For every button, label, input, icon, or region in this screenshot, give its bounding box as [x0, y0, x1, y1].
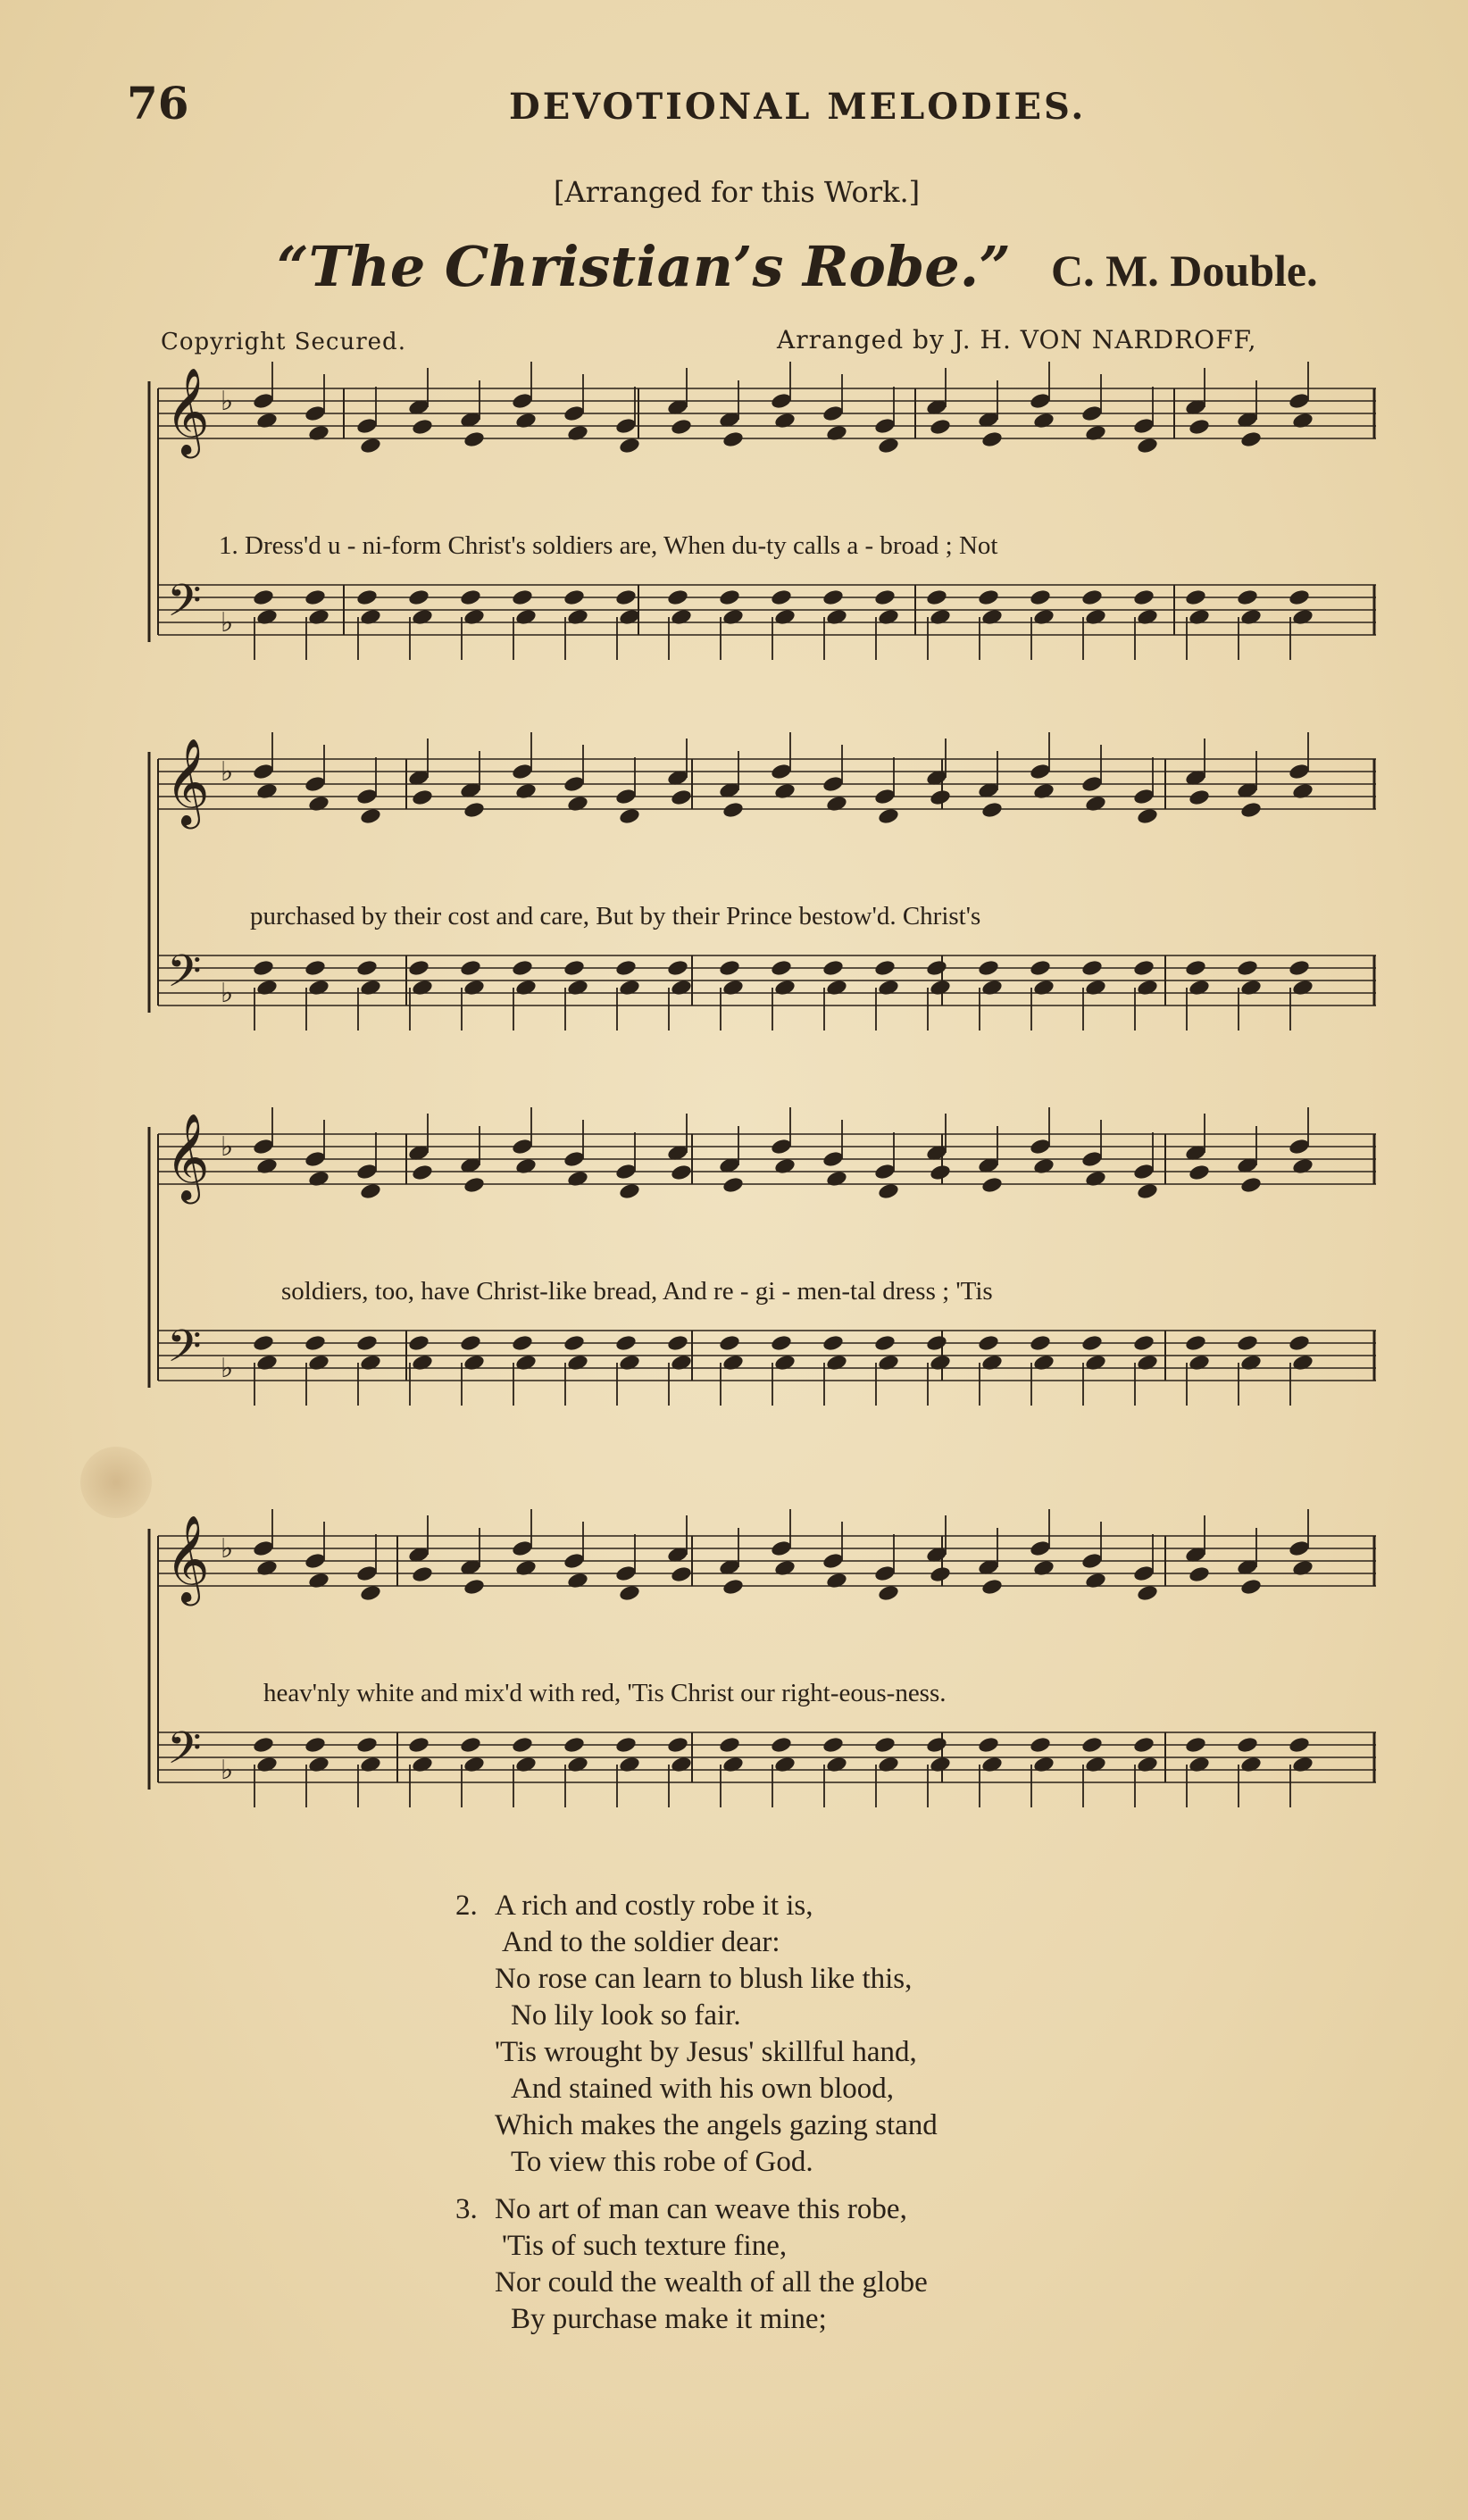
music-system-3	[138, 1107, 1380, 1456]
note-head	[1288, 1334, 1310, 1353]
note-head	[1239, 801, 1262, 820]
note-head	[304, 1736, 326, 1755]
note-head	[980, 430, 1003, 449]
flat-icon: ♭	[221, 386, 234, 417]
note-head	[355, 588, 378, 607]
hymn-meter: C. M. Double.	[1051, 246, 1318, 296]
verse-2	[455, 1888, 938, 2181]
flat-icon: ♭	[221, 978, 234, 1009]
bass-clef-icon: 𝄢	[167, 1723, 202, 1785]
hymn-title: “The Christian’s Robe.”	[277, 234, 1011, 299]
note-head	[355, 1334, 378, 1353]
running-head: DEVOTIONAL MELODIES.	[509, 86, 1087, 128]
note-head	[929, 789, 951, 807]
note-head	[252, 763, 274, 781]
note-head	[977, 1334, 999, 1353]
note-head	[1288, 1736, 1310, 1755]
note-head	[614, 1565, 637, 1583]
note-head	[1236, 1736, 1258, 1755]
note-head	[252, 959, 274, 978]
verse-number: 3.	[455, 2193, 478, 2225]
note-head	[252, 1138, 274, 1156]
note-head	[511, 1736, 533, 1755]
verse-line: Nor could the wealth of all the globe	[495, 2266, 928, 2299]
note-head	[1236, 959, 1258, 978]
note-head	[407, 1334, 430, 1353]
note-head	[252, 392, 274, 411]
note-head	[511, 959, 533, 978]
bass-clef-icon: 𝄢	[167, 946, 202, 1008]
note-head	[770, 1334, 792, 1353]
note-head	[822, 775, 844, 794]
note-head	[463, 430, 485, 449]
note-head	[1288, 392, 1310, 411]
flat-icon: ♭	[221, 756, 234, 788]
treble-clef-icon: 𝄞	[165, 1113, 210, 1200]
hymn-title-line	[277, 234, 1318, 299]
note-head	[563, 1150, 585, 1169]
note-head	[666, 1736, 688, 1755]
note-head	[1288, 1540, 1310, 1558]
note-head	[670, 1164, 692, 1182]
note-head	[1080, 1736, 1103, 1755]
note-head	[873, 1334, 896, 1353]
note-head	[407, 959, 430, 978]
note-head	[1080, 1334, 1103, 1353]
note-head	[563, 959, 585, 978]
verse-line: No rose can learn to blush like this,	[495, 1963, 913, 1995]
note-head	[1029, 1138, 1051, 1156]
flat-icon: ♭	[221, 607, 234, 638]
note-head	[929, 1565, 951, 1584]
note-head	[1288, 1138, 1310, 1156]
note-head	[563, 1334, 585, 1353]
note-head	[563, 1736, 585, 1755]
note-head	[1188, 418, 1210, 437]
verse-line: By purchase make it mine;	[511, 2303, 827, 2335]
verse-line: To view this robe of God.	[511, 2146, 813, 2178]
note-head	[670, 1565, 692, 1584]
arranged-note: [Arranged for this Work.]	[554, 175, 921, 209]
note-head	[666, 959, 688, 978]
note-head	[1029, 959, 1051, 978]
note-head	[1132, 417, 1155, 436]
note-head	[1080, 775, 1103, 794]
page-number: 76	[127, 77, 189, 129]
lyric-line-2: purchased by their cost and care, But by their Prince bestow'd. Christ's	[250, 902, 981, 930]
note-head	[666, 1334, 688, 1353]
note-head	[563, 405, 585, 423]
note-head	[411, 418, 433, 437]
note-head	[977, 1736, 999, 1755]
note-head	[1132, 959, 1155, 978]
note-head	[822, 1736, 844, 1755]
note-head	[1188, 1565, 1210, 1584]
note-head	[411, 1565, 433, 1584]
note-head	[1029, 763, 1051, 781]
note-head	[252, 1334, 274, 1353]
note-head	[411, 789, 433, 807]
note-head	[252, 1540, 274, 1558]
paper-stain	[80, 1447, 152, 1518]
lyric-line-3: soldiers, too, have Christ-like bread, And re - gi - men-tal dress ; 'Tis	[281, 1277, 993, 1306]
note-head	[822, 588, 844, 607]
note-head	[463, 1578, 485, 1597]
note-head	[770, 1736, 792, 1755]
note-head	[407, 1736, 430, 1755]
note-head	[929, 418, 951, 437]
note-head	[770, 392, 792, 411]
note-head	[463, 1176, 485, 1195]
note-head	[1239, 1578, 1262, 1597]
note-head	[977, 959, 999, 978]
verse-line: 'Tis of such texture fine,	[502, 2230, 788, 2262]
note-head	[925, 1736, 947, 1755]
note-head	[1029, 1736, 1051, 1755]
music-system-1	[138, 362, 1380, 710]
note-head	[1236, 588, 1258, 607]
flat-icon: ♭	[221, 1755, 234, 1786]
note-head	[721, 1176, 744, 1195]
note-head	[822, 405, 844, 423]
note-head	[563, 775, 585, 794]
note-head	[304, 588, 326, 607]
note-head	[1188, 1164, 1210, 1182]
note-head	[1184, 588, 1206, 607]
flat-icon: ♭	[221, 1353, 234, 1384]
note-head	[925, 588, 947, 607]
verse-line: No lily look so fair.	[511, 1999, 741, 2032]
note-head	[411, 1164, 433, 1182]
note-head	[304, 405, 326, 423]
note-head	[718, 1334, 740, 1353]
note-head	[770, 1540, 792, 1558]
note-head	[459, 1334, 481, 1353]
note-head	[1288, 763, 1310, 781]
treble-clef-icon: 𝄞	[165, 367, 210, 455]
music-system-2	[138, 732, 1380, 1081]
note-head	[355, 1163, 378, 1181]
note-head	[407, 588, 430, 607]
note-head	[980, 1578, 1003, 1597]
note-head	[1132, 1334, 1155, 1353]
note-head	[614, 1163, 637, 1181]
note-head	[459, 588, 481, 607]
note-head	[1029, 392, 1051, 411]
note-head	[304, 775, 326, 794]
arranger-credit: Arranged by J. H. VON NARDROFF,	[777, 325, 1257, 355]
note-head	[1029, 1540, 1051, 1558]
note-head	[511, 588, 533, 607]
note-head	[1236, 1334, 1258, 1353]
note-head	[770, 588, 792, 607]
verse-line	[455, 2191, 938, 2228]
verses-block	[455, 1888, 938, 2338]
treble-clef-icon: 𝄞	[165, 1515, 210, 1602]
note-head	[822, 1150, 844, 1169]
note-head	[563, 588, 585, 607]
note-head	[770, 763, 792, 781]
note-head	[304, 959, 326, 978]
note-head	[1132, 1565, 1155, 1583]
note-head	[614, 588, 637, 607]
note-head	[563, 1552, 585, 1571]
note-head	[670, 418, 692, 437]
verse-text: No art of man can weave this robe,	[495, 2193, 907, 2225]
note-head	[304, 1334, 326, 1353]
note-head	[1029, 1334, 1051, 1353]
note-head	[873, 1736, 896, 1755]
note-head	[614, 417, 637, 436]
verse-line: Which makes the angels gazing stand	[495, 2109, 938, 2141]
note-head	[873, 959, 896, 978]
verse-line: And to the soldier dear:	[502, 1926, 780, 1958]
note-head	[718, 588, 740, 607]
note-head	[511, 763, 533, 781]
note-head	[1080, 405, 1103, 423]
note-head	[511, 1334, 533, 1353]
note-head	[614, 788, 637, 806]
music-system-4	[138, 1509, 1380, 1857]
note-head	[1080, 1150, 1103, 1169]
note-head	[511, 392, 533, 411]
note-head	[511, 1540, 533, 1558]
bass-clef-icon: 𝄢	[167, 1321, 202, 1383]
note-head	[721, 1578, 744, 1597]
note-head	[1080, 588, 1103, 607]
note-head	[1080, 1552, 1103, 1571]
treble-clef-icon: 𝄞	[165, 738, 210, 825]
note-head	[718, 959, 740, 978]
note-head	[614, 1334, 637, 1353]
flat-icon: ♭	[221, 1131, 234, 1163]
note-head	[1132, 1163, 1155, 1181]
note-head	[252, 588, 274, 607]
note-head	[822, 1334, 844, 1353]
note-head	[459, 959, 481, 978]
note-head	[1288, 588, 1310, 607]
note-head	[355, 959, 378, 978]
note-head	[1184, 1736, 1206, 1755]
note-head	[873, 1163, 896, 1181]
note-head	[355, 1565, 378, 1583]
note-head	[929, 1164, 951, 1182]
note-head	[1132, 588, 1155, 607]
note-head	[614, 959, 637, 978]
note-head	[1184, 959, 1206, 978]
note-head	[1239, 1176, 1262, 1195]
verse-number: 2.	[455, 1890, 478, 1922]
note-head	[718, 1736, 740, 1755]
note-head	[925, 959, 947, 978]
note-head	[980, 1176, 1003, 1195]
note-head	[1239, 430, 1262, 449]
note-head	[1132, 788, 1155, 806]
bass-clef-icon: 𝄢	[167, 575, 202, 638]
flat-icon: ♭	[221, 1533, 234, 1565]
note-head	[252, 1736, 274, 1755]
note-head	[822, 959, 844, 978]
verse-line: 'Tis wrought by Jesus' skillful hand,	[495, 2036, 917, 2068]
verse-line	[455, 1888, 938, 1924]
note-head	[1029, 588, 1051, 607]
note-head	[670, 789, 692, 807]
note-head	[1132, 1736, 1155, 1755]
note-head	[614, 1736, 637, 1755]
note-head	[873, 417, 896, 436]
copyright-notice: Copyright Secured.	[161, 329, 406, 355]
note-head	[980, 801, 1003, 820]
note-head	[666, 588, 688, 607]
note-head	[873, 1565, 896, 1583]
note-head	[977, 588, 999, 607]
lyric-line-1: 1. Dress'd u - ni-form Christ's soldiers are, When du-ty calls a - broad ; Not	[219, 531, 998, 560]
note-head	[463, 801, 485, 820]
note-head	[770, 1138, 792, 1156]
note-head	[511, 1138, 533, 1156]
note-head	[1188, 789, 1210, 807]
note-head	[770, 959, 792, 978]
note-head	[873, 588, 896, 607]
verse-line: And stained with his own blood,	[511, 2073, 894, 2105]
note-head	[355, 1736, 378, 1755]
note-head	[1288, 959, 1310, 978]
note-head	[1080, 959, 1103, 978]
note-head	[304, 1150, 326, 1169]
note-head	[304, 1552, 326, 1571]
verse-3	[455, 2191, 938, 2338]
note-head	[721, 430, 744, 449]
note-head	[925, 1334, 947, 1353]
note-head	[721, 801, 744, 820]
note-head	[459, 1736, 481, 1755]
note-head	[822, 1552, 844, 1571]
note-head	[355, 417, 378, 436]
note-head	[873, 788, 896, 806]
verse-text: A rich and costly robe it is,	[495, 1890, 813, 1922]
note-head	[355, 788, 378, 806]
note-head	[1184, 1334, 1206, 1353]
lyric-line-4: heav'nly white and mix'd with red, 'Tis Christ our right-eous-ness.	[263, 1679, 947, 1707]
